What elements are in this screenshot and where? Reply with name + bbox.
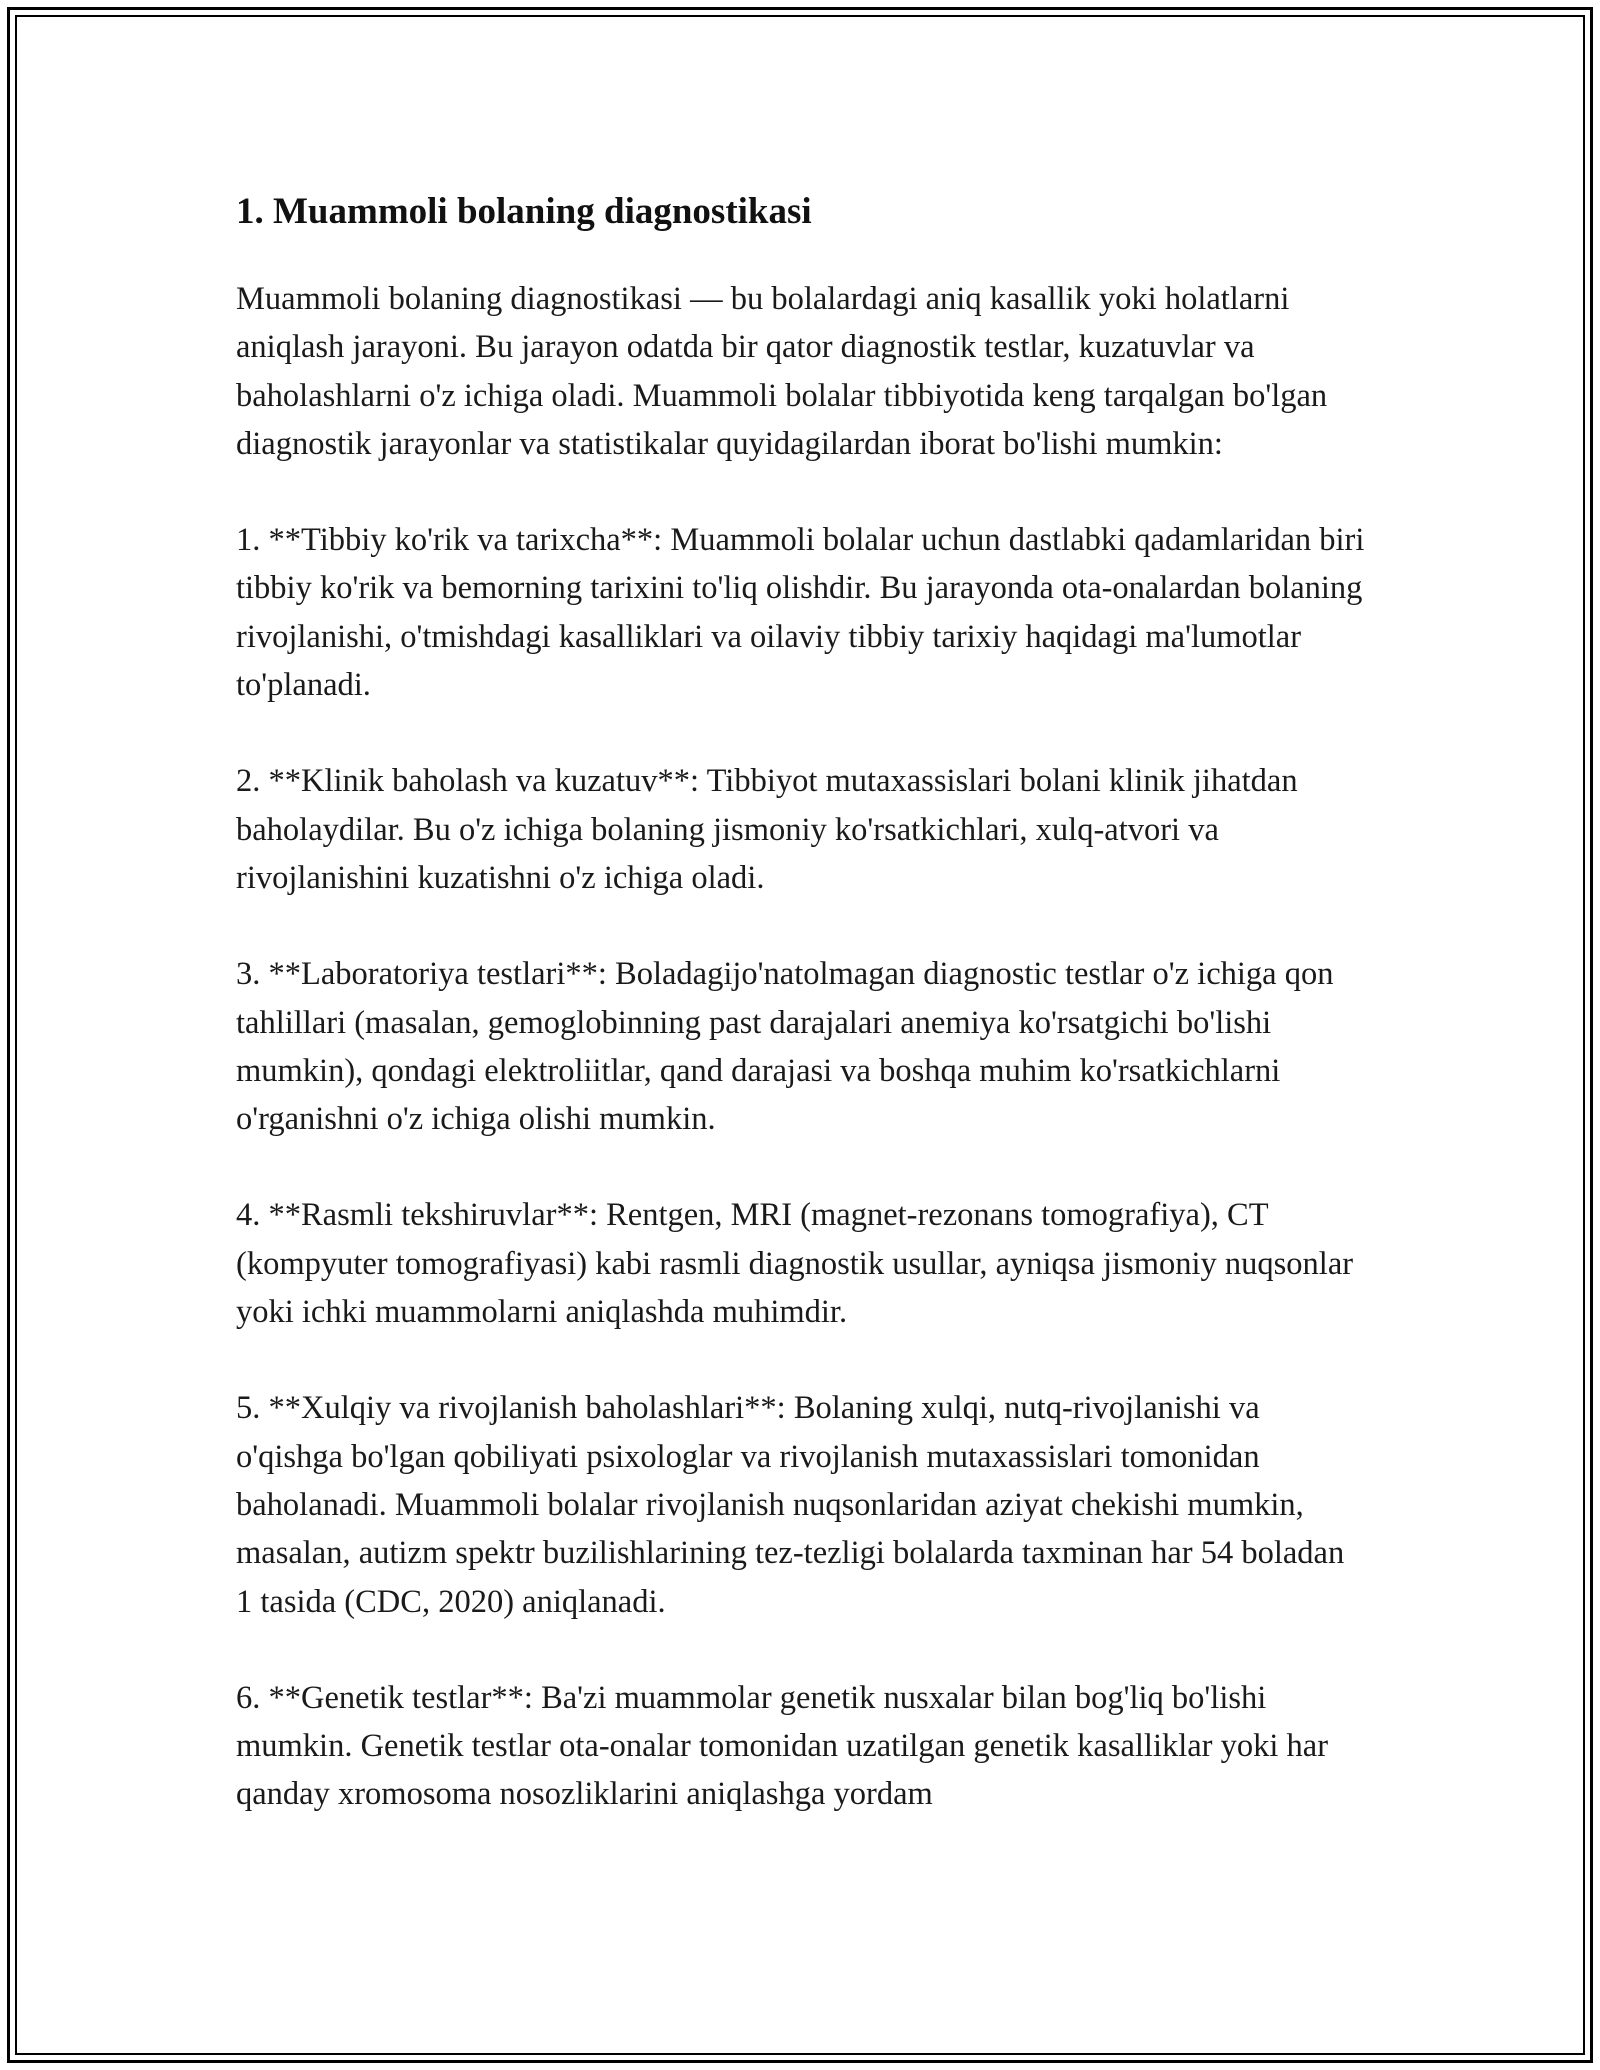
section-heading: 1. Muammoli bolaning diagnostikasi bbox=[236, 191, 812, 232]
document-body bbox=[236, 183, 1366, 1867]
intro-paragraph: Muammoli bolaning diagnostikasi — bu bolalardagi aniq kasallik yoki holatlarni aniqlash jarayoni. Bu jarayon odatda bir qator diagnostik testlar, kuzatuvlar va baholashlarni o'z ichiga oladi. Muammoli bolalar tibbiyotida keng tarqalgan bo'lgan diagnostik jarayonlar va statistikalar quyidagilardan iborat bo'lishi mumkin: bbox=[236, 281, 1328, 462]
list-item-behavioral-assessment: 5. **Xulqiy va rivojlanish baholashlari**: Bolaning xulqi, nutq-rivojlanishi va o'qishga bo'lgan qobiliyati psixologlar va rivojlanish mutaxassislari tomonidan baholanadi. Muammoli bolalar rivojlanish nuqsonlaridan aziyat chekishi mumkin, masalan, autizm spektr buzilishlarining tez-tezligi bolalarda taxminan har 54 boladan 1 tasida (CDC, 2020) aniqlanadi. bbox=[236, 1390, 1345, 1620]
list-item-medical-exam: 1. **Tibbiy ko'rik va tarixcha**: Muammoli bolalar uchun dastlabki qadamlaridan biri tibbiy ko'rik va bemorning tarixini to'liq olishdir. Bu jarayonda ota-onalardan bolaning rivojlanishi, o'tmishdagi kasalliklari va oilaviy tibbiy tarixiy haqidagi ma'lumotlar to'planadi. bbox=[236, 522, 1365, 704]
list-item-clinical-assessment: 2. **Klinik baholash va kuzatuv**: Tibbiyot mutaxassislari bolani klinik jihatdan baholaydilar. Bu o'z ichiga bolaning jismoniy ko'rsatkichlari, xulq-atvori va rivojlanishini kuzatishni o'z ichiga oladi. bbox=[236, 763, 1298, 896]
list-item-laboratory-tests: 3. **Laboratoriya testlari**: Boladagijo'natolmagan diagnostic testlar o'z ichiga qon tahlillari (masalan, gemoglobinning past darajalari anemiya ko'rsatgichi bo'lishi mumkin), qondagi elektroliitlar, qand darajasi va boshqa muhim ko'rsatkichlarni o'rganishni o'z ichiga olishi mumkin. bbox=[236, 956, 1334, 1138]
list-item-imaging: 4. **Rasmli tekshiruvlar**: Rentgen, MRI (magnet-rezonans tomografiya), CT (kompyuter tomografiyasi) kabi rasmli diagnostik usullar, ayniqsa jismoniy nuqsonlar yoki ichki muammolarni aniqlashda muhimdir. bbox=[236, 1197, 1354, 1331]
list-item-genetic-tests: 6. **Genetik testlar**: Ba'zi muammolar genetik nusxalar bilan bog'liq bo'lishi mumkin. Genetik testlar ota-onalar tomonidan uzatilgan genetik kasalliklar yoki har qanday xromosoma nosozliklarini aniqlashga yordam bbox=[236, 1679, 1329, 1813]
